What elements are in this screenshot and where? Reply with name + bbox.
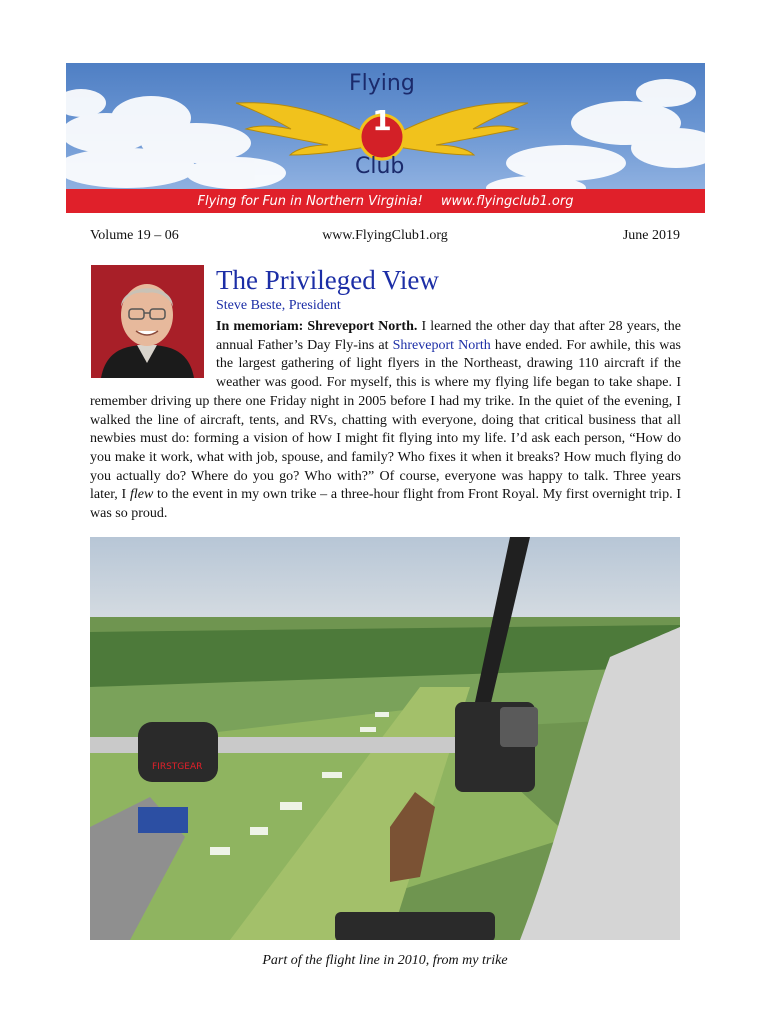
glove-brand: FIRSTGEAR bbox=[152, 762, 203, 772]
body-text-2: have ended. For awhile, this was the largest gathering of light flyers in the Northeast, drawing 110 aircraft if the weather was good. For myself, this is where my flying life began to take shape. I remember driving up there one Friday night in 2005 before I had my trike. In the quiet of the evening, I walked the line of aircraft, tents, and RVs, chatting with everyone, doing that critical business that all newbies must do: forming a vision of how I might fit flying into my life. I’d ask each person, “How do you make it work, what with job, spouse, and family? Who fixes it when it breaks? How much flying do you actually do? Where do you go? Who with?” Of course, everyone was happy to talk. Three years later, I bbox=[90, 337, 682, 503]
clouds-right bbox=[486, 79, 705, 200]
photo-caption: Part of the flight line in 2010, from my trike bbox=[262, 953, 508, 968]
logo-badge-number: 1 bbox=[372, 104, 392, 137]
glove bbox=[138, 722, 218, 782]
tagline-text: Flying for Fun in Northern Virginia! bbox=[197, 193, 423, 209]
site-url[interactable]: www.FlyingClub1.org bbox=[322, 228, 448, 243]
article-byline: Steve Beste, President bbox=[216, 298, 341, 313]
logo-word-flying: Flying bbox=[349, 71, 415, 96]
aerial-photo bbox=[90, 537, 680, 940]
masthead-banner bbox=[66, 63, 705, 213]
body-text-1: I learned the other day that after 28 years, the annual Father’s Day Fly-ins at bbox=[216, 319, 681, 353]
tagline-bar bbox=[66, 189, 705, 213]
article-title: The Privileged View bbox=[216, 265, 439, 295]
tagline-website[interactable]: www.flyingclub1.org bbox=[440, 193, 574, 209]
logo-word-club: Club bbox=[355, 154, 405, 179]
italic-flew: flew bbox=[129, 487, 154, 503]
body-text-3: to the event in my own trike – a three-hour flight from Front Royal. My first overnight trip. I was so proud. bbox=[90, 487, 681, 522]
issue-date: June 2019 bbox=[622, 228, 680, 243]
volume-label: Volume 19 – 06 bbox=[90, 228, 179, 243]
shreveport-link[interactable]: Shreveport North bbox=[392, 337, 491, 353]
lead-heading: In memoriam: Shreveport North. bbox=[216, 319, 418, 334]
article-body bbox=[90, 318, 681, 524]
